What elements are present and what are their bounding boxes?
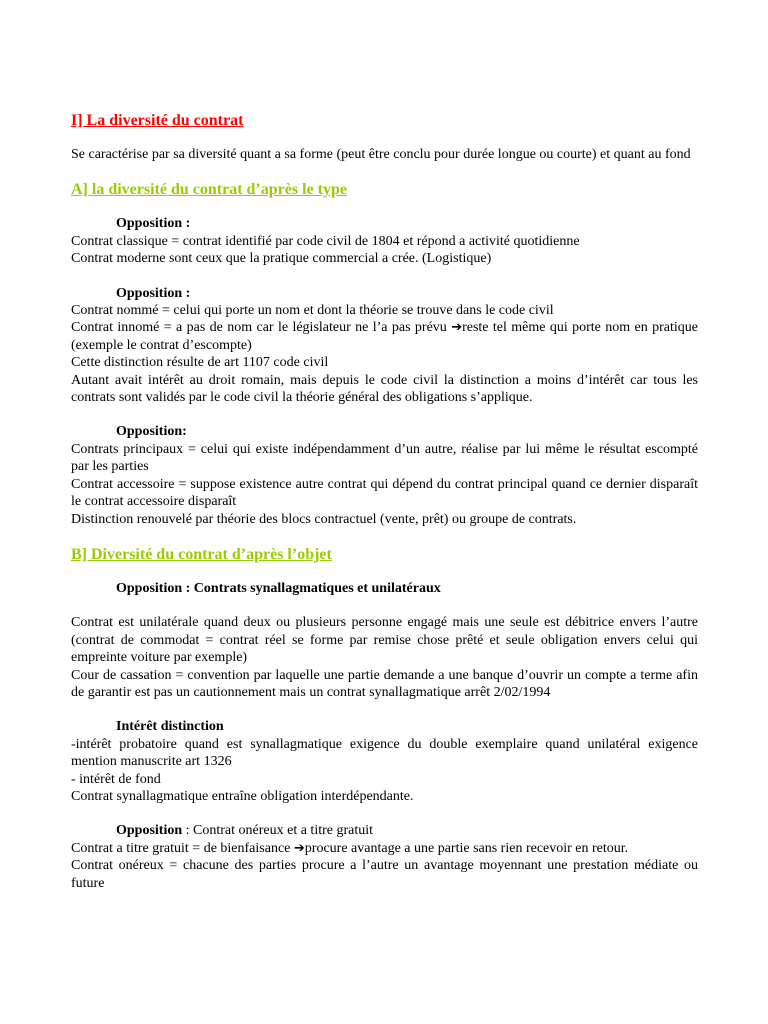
text-line: - intérêt de fond [71,771,161,787]
opposition-label: Opposition : Contrats synallagmatiques et unilatéraux [116,580,441,596]
text-line: Contrat est unilatérale quand deux ou plusieurs personne engagé mais une seule est débitrice envers l’autre (contrat de commodat = contrat réel se forme par remise chose prêté et seule obligation envers celui qui empreinte voiture par exemple) [71,615,698,666]
opposition-label [71,822,698,839]
text-line [71,319,698,354]
text-line [71,840,698,857]
document-body [71,111,698,892]
section-heading-b: B] Diversité du contrat d’après l’objet [71,545,332,563]
text-line: Contrat classique = contrat identifié par code civil de 1804 et répond a activité quotidienne [71,233,580,249]
opposition-label: Opposition : [116,216,191,232]
text-line: Autant avait intérêt au droit romain, mais depuis le code civil la distinction a moins d’intérêt car tous les contrats sont validés par le code civil la théorie général des obligations s’applique. [71,372,698,406]
section-heading-main: I] La diversité du contrat [71,112,244,129]
text-segment: Contrat innomé = a pas de nom car le législateur ne l’a pas prévu [71,320,452,336]
text-line: Distinction renouvelé par théorie des blocs contractuel (vente, prêt) ou groupe de contrats. [71,511,577,527]
text-segment: procure avantage a une partie sans rien recevoir en retour. [304,840,629,856]
text-line: Cette distinction résulte de art 1107 code civil [71,355,329,371]
interet-label: Intérêt distinction [116,719,224,735]
section-heading-a: A] la diversité du contrat d’après le type [71,181,347,199]
text-segment: reste tel même qui porte nom en pratique (exemple le contrat d’escompte) [71,320,698,353]
text-line: Cour de cassation = convention par laquelle une partie demande a une banque d’ouvrir un compte a terme afin de garantir est pas un cautionnement mais un contrat synallagmatique arrêt 2/02/1994 [71,667,698,700]
opposition-label: Opposition : [116,285,191,301]
text-line: Contrats principaux = celui qui existe indépendamment d’un autre, réalise par lui même le résultat escompté par les parties [71,441,698,475]
opposition-label-bold: Opposition [116,823,183,839]
text-line: Contrat moderne sont ceux que la pratique commercial a crée. (Logistique) [71,251,492,267]
text-line: Contrat nommé = celui qui porte un nom et dont la théorie se trouve dans le code civil [71,303,554,319]
opposition-label-rest: : Contrat onéreux et a titre gratuit [182,823,374,839]
text-line: Contrat accessoire = suppose existence autre contrat qui dépend du contrat principal quand ce dernier disparaît le contrat accessoire disparaît [71,476,698,510]
intro-paragraph: Se caractérise par sa diversité quant a sa forme (peut être conclu pour durée longue ou courte) et quant au fond [71,147,691,162]
opposition-label: Opposition: [116,424,187,440]
text-line: -intérêt probatoire quand est synallagmatique exigence du double exemplaire quand unilatéral exigence mention manuscrite art 1326 [71,736,698,770]
right-arrow-icon: ➔ [293,840,305,856]
text-line: Contrat onéreux = chacune des parties procure a l’autre un avantage moyennant une prestation médiate ou future [71,858,698,891]
right-arrow-icon: ➔ [451,320,463,336]
text-line: Contrat synallagmatique entraîne obligation interdépendante. [71,788,414,804]
text-segment: Contrat a titre gratuit = de bienfaisance [71,840,294,856]
